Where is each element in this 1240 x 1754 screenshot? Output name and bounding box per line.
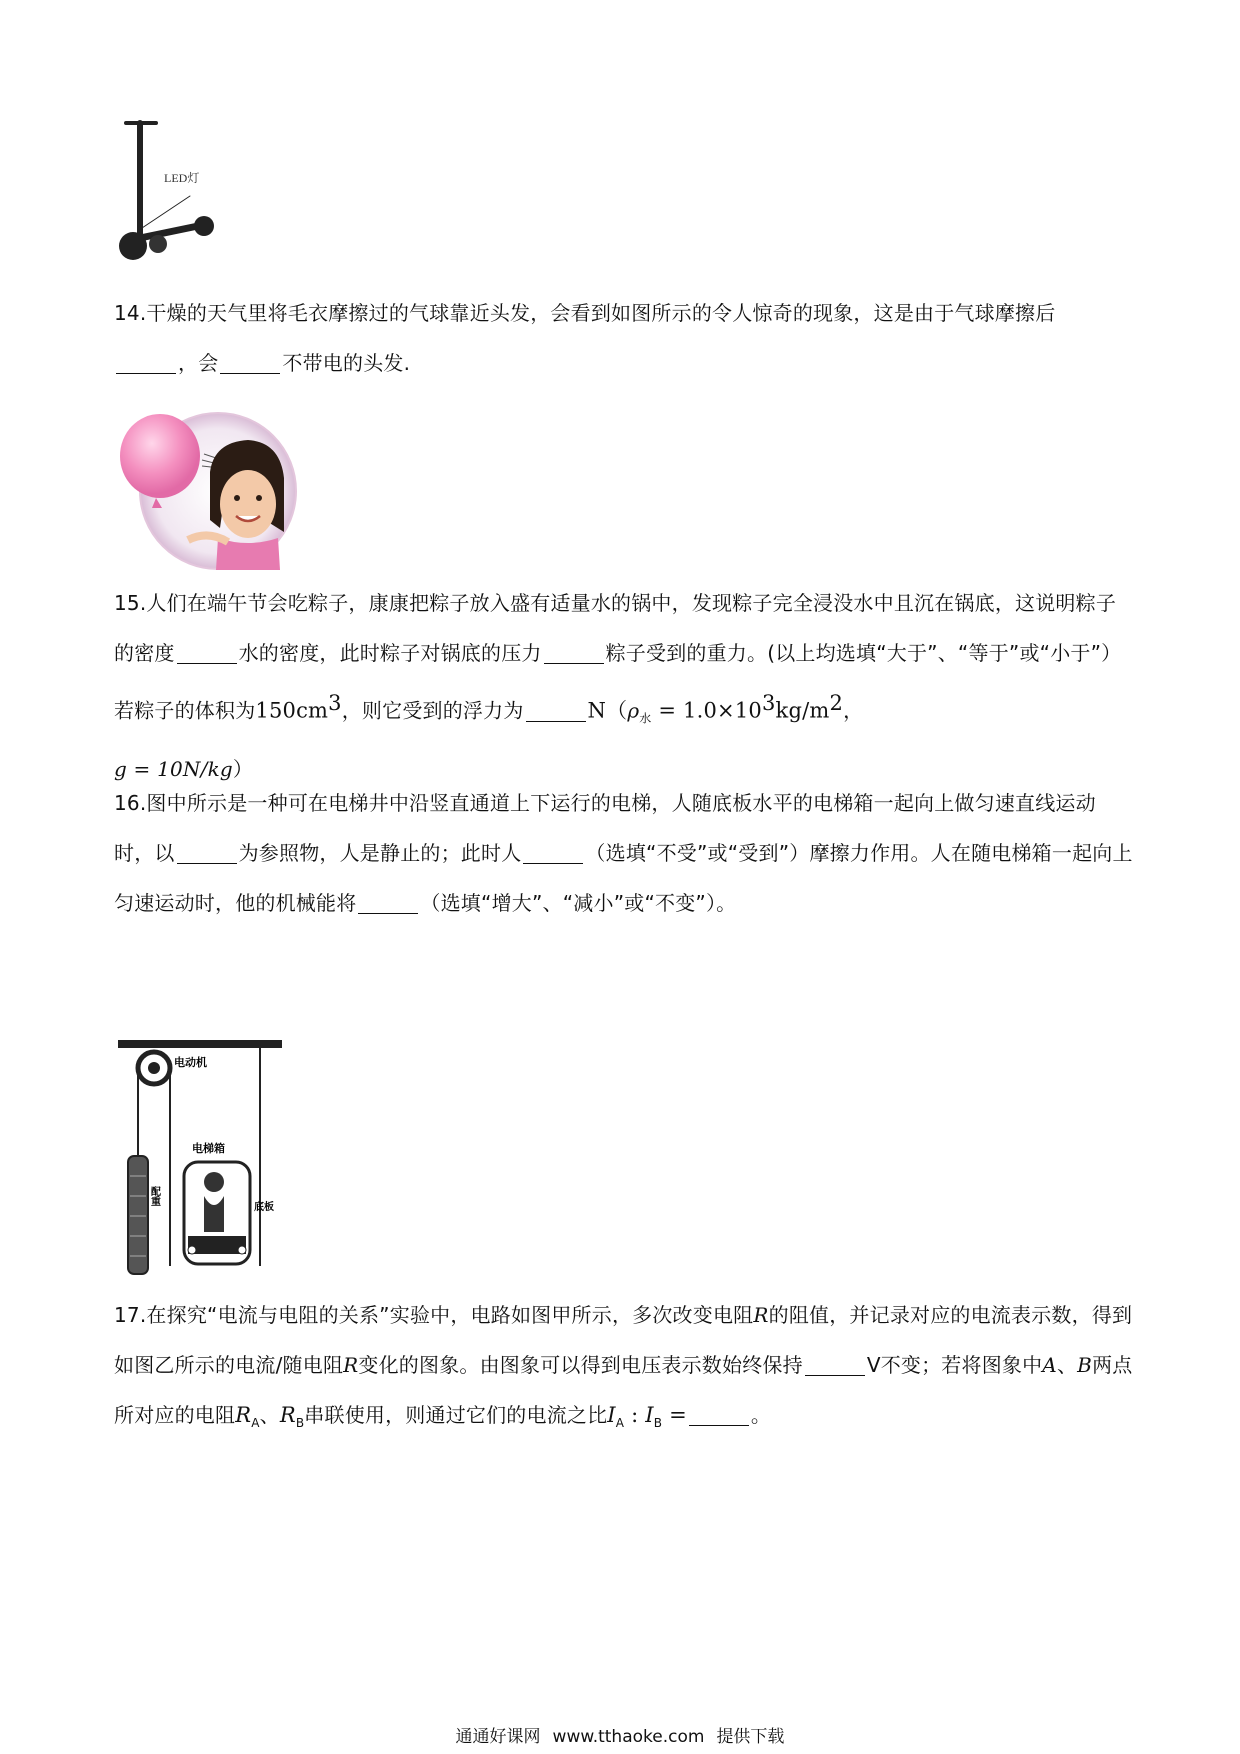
page-footer <box>0 1722 1240 1747</box>
question-14-text-2: ，会 <box>178 351 219 375</box>
question-17-RA-sub: A <box>251 1416 260 1430</box>
question-14-blank-2[interactable] <box>220 351 280 374</box>
question-17-R-2: R <box>343 1353 359 1377</box>
balloon-girl-figure <box>118 412 318 570</box>
girl-eye-right <box>256 495 262 501</box>
question-17-text-4: V不变；若将图象中 <box>866 1353 1043 1377</box>
question-16-blank-3[interactable] <box>358 891 418 914</box>
question-17-point-A: A <box>1042 1353 1057 1377</box>
question-17-text-7: 串联使用，则通过它们的电流之比 <box>304 1403 608 1427</box>
question-15-text-1: 人们在端午节会吃粽子，康康把粽子放入盛有适量水的锅中，发现粽子完全浸没水中且沉在锅底，这说明粽子的密度 <box>114 591 1117 665</box>
counterweight-label: 配重 <box>148 1186 160 1206</box>
footer-suffix: 提供下载 <box>716 1727 785 1747</box>
scooter-front-wheel <box>119 232 147 260</box>
girl-eye-left <box>234 495 240 501</box>
girl-face <box>220 470 276 538</box>
question-15 <box>114 578 1134 794</box>
scooter-mid-wheel <box>149 235 167 253</box>
question-17-text-3: 变化的图象。由图象可以得到电压表示数始终保持 <box>358 1353 803 1377</box>
elevator-ceiling <box>118 1040 282 1048</box>
question-16-text-3: （选填“不受”或“受到”）摩擦力作用。人在随电梯箱一起向上匀速运动时，他的机械能将 <box>114 841 1133 915</box>
scooter-figure <box>118 118 248 268</box>
question-15-blank-3[interactable] <box>526 699 586 722</box>
question-15-blank-1[interactable] <box>177 641 237 664</box>
question-16-number: 16. <box>114 791 147 815</box>
floor-bolt-right <box>238 1246 246 1254</box>
question-16 <box>114 778 1134 928</box>
question-17-blank-2[interactable] <box>689 1403 749 1426</box>
question-15-text-4: ，则它受到的浮力为 <box>341 698 524 723</box>
question-15-rho-unit: kg/m <box>775 698 830 723</box>
motor-pulley-hub <box>148 1062 160 1074</box>
question-15-text-2: 水的密度，此时粽子对锅底的压力 <box>238 641 542 665</box>
footer-site-name: 通通好课网 <box>455 1727 541 1747</box>
question-17-IB: I <box>645 1403 654 1427</box>
question-16-text-2: 为参照物，人是静止的；此时人 <box>238 841 522 865</box>
question-17-end: 。 <box>750 1403 772 1427</box>
question-16-text-4: （选填“增大”、“减小”或“不变”）。 <box>420 891 737 915</box>
question-17-point-B: B <box>1077 1353 1093 1377</box>
question-17-text-5: 两点所对应的电阻 <box>114 1353 1133 1427</box>
question-15-close: ） <box>232 756 254 781</box>
question-17-RB: R <box>279 1403 296 1427</box>
question-17-text-2: 的阻值，并记录对应的电流表示数，得到如图乙所示的电流/随电阻 <box>114 1303 1133 1377</box>
question-17-IA-sub: A <box>615 1416 625 1430</box>
question-17-number: 17. <box>114 1303 147 1327</box>
question-17-eq: = <box>662 1403 687 1427</box>
question-15-blank-2[interactable] <box>544 641 604 664</box>
elevator-figure <box>118 1036 284 1280</box>
question-17-IB-sub: B <box>653 1416 663 1430</box>
question-15-number: 15. <box>114 591 147 615</box>
scooter-rear-wheel <box>194 216 214 236</box>
motor-label: 电动机 <box>174 1056 207 1069</box>
floor-label: 底板 <box>254 1202 274 1213</box>
question-14-text-1: 干燥的天气里将毛衣摩擦过的气球靠近头发，会看到如图所示的令人惊奇的现象，这是由于气球摩擦后 <box>146 301 1056 325</box>
question-15-rho-sub: 水 <box>639 711 652 726</box>
passenger-body <box>204 1196 224 1232</box>
car-label: 电梯箱 <box>192 1142 225 1155</box>
scooter-deck <box>140 226 198 238</box>
floor-bolt-left <box>188 1246 196 1254</box>
question-16-blank-2[interactable] <box>523 841 583 864</box>
question-14 <box>114 288 1134 388</box>
question-14-number: 14. <box>114 301 147 325</box>
question-17 <box>114 1290 1134 1448</box>
footer-url[interactable]: www.tthaoke.com <box>552 1727 705 1747</box>
elevator-floor <box>188 1236 246 1254</box>
question-17-ratio: : <box>624 1403 646 1427</box>
question-17-text-6: 、 <box>259 1403 280 1427</box>
question-15-rho-value: = 1.0×10 <box>651 698 762 723</box>
question-17-IA: I <box>607 1403 616 1427</box>
question-16-blank-1[interactable] <box>177 841 237 864</box>
question-15-g-value: g = 10N/kg <box>114 756 233 781</box>
question-17-sep: 、 <box>1056 1353 1078 1377</box>
question-17-RA: R <box>235 1403 252 1427</box>
scooter-led-label: LED灯 <box>164 171 200 185</box>
question-17-R-1: R <box>753 1303 769 1327</box>
balloon <box>120 414 200 498</box>
question-14-text-3: 不带电的头发. <box>282 351 411 375</box>
scooter-led-pointer <box>142 196 190 228</box>
question-15-volume-exp: 3 <box>328 691 342 715</box>
question-17-blank-1[interactable] <box>805 1353 865 1376</box>
question-15-volume: 150cm <box>255 698 329 723</box>
passenger-head <box>204 1172 224 1192</box>
question-17-RB-sub: B <box>295 1416 305 1430</box>
question-15-rho-unit-exp: 2 <box>829 691 844 715</box>
question-14-blank-1[interactable] <box>116 351 176 374</box>
question-16-text-1: 图中所示是一种可在电梯井中沿竖直通道上下运行的电梯，人随底板水平的电梯箱一起向上做匀速直线运动时，以 <box>114 791 1096 865</box>
question-15-unit-n: N（ <box>587 698 628 723</box>
question-15-comma: ， <box>843 698 864 723</box>
question-15-rho-exp: 3 <box>761 691 776 715</box>
question-17-text-1: 在探究“电流与电阻的关系”实验中，电路如图甲所示，多次改变电阻 <box>146 1303 754 1327</box>
question-15-text-3: 粽子受到的重力。(以上均选填“大于”、“等于”或“小于”）若粽子的体积为 <box>114 641 1122 723</box>
question-15-rho: ρ <box>627 698 640 723</box>
